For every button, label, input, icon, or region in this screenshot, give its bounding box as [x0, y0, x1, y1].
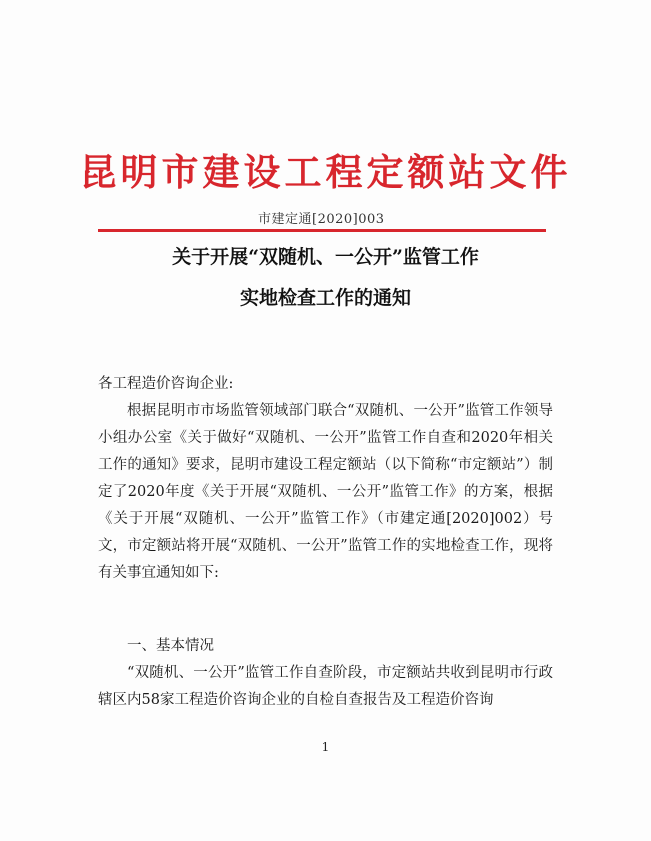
notice-title-line-2: 实地检查工作的通知 — [239, 287, 411, 309]
section-heading-1: 一、基本情况 — [127, 638, 214, 654]
salutation: 各工程造价咨询企业: — [98, 376, 234, 392]
notice-title-line-1: 关于开展“双随机、一公开”监管工作 — [172, 246, 479, 268]
document-number: 市建定通[2020]003 — [258, 212, 385, 227]
page-number: 1 — [321, 740, 330, 754]
body-paragraph-2: “双随机、一公开”监管工作自查阶段，市定额站共收到昆明市行政辖区内58家工程造价咨询企业的自检自查报告及工程造价咨询 — [98, 665, 553, 708]
red-divider-line — [98, 229, 546, 232]
body-paragraph-1: 根据昆明市市场监管领域部门联合“双随机、一公开”监管工作领导小组办公室《关于做好“双随机、一公开”监管工作自查和2020年相关工作的通知》要求，昆明市建设工程定额站（以下简称“市定额站”）制定了2020年度《关于开展“双随机、一公开”监管工作》的方案，根据《关于开展“双随机、一公开”监管工作》（市建定通[2020]002）号文，市定额站将开展“双随机、一公开”监管工作的实地检查工作，现将有关事宜通知如下: — [98, 403, 553, 581]
agency-header-title: 昆明市建设工程定额站文件 — [79, 150, 572, 194]
